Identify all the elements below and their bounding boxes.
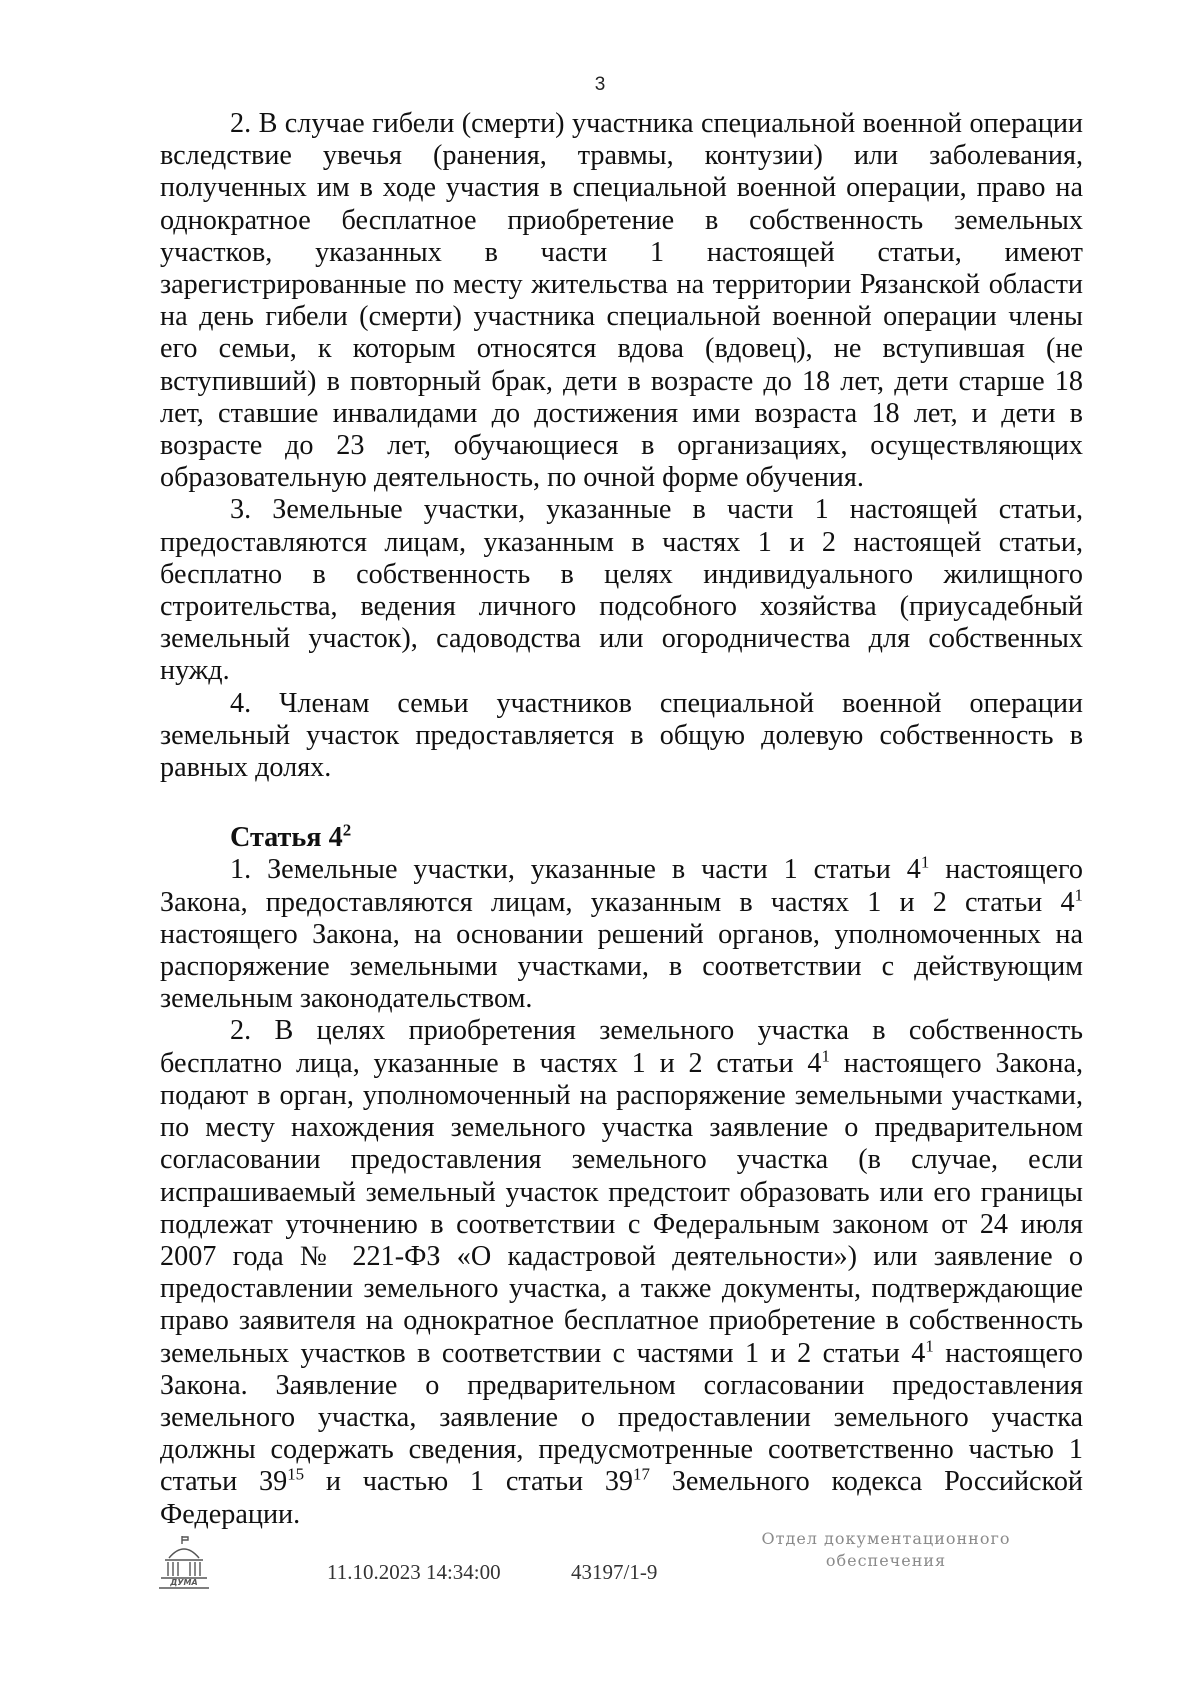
paragraph-1: 2. В случае гибели (смерти) участника специальной военной операции вследствие увечья (ранения, травмы, контузии) или заболевания, полученных им в ходе участия в специальной военной операции, право на однократное бесплатное приобретение в собственность земельных участков, указанных в части 1 настоящей статьи, имеют зарегистрированные по месту жительства на территории Рязанской области на день гибели (смерти) участника специальной военной операции члены его семьи, к которым относятся вдова (вдовец), не вступившая (не вступивший) в повторный брак, дети в возрасте до 18 лет, дети старше 18 лет, ставшие инвалидами до достижения ими возраста 18 лет, и дети в возрасте до 23 лет, обучающиеся в организациях, осуществляющих образовательную деятельность, по очной форме обучения.: [160, 108, 1083, 494]
paragraph-3: 4. Членам семьи участников специальной военной операции земельный участок предоставляется в общую долевую собственность в равных долях.: [160, 687, 1083, 784]
footer-date: 11.10.2023 14:34:00: [327, 1560, 501, 1584]
paragraph-5: 1. Земельные участки, указанные в части 1 статьи $4^1$ настоящего Закона, предоставляются лицам, указанным в частях 1 и 2 статьи $4^1$ настоящего Закона, на основании решений органов, уполномоченных на распоряжение земельными участками, в соответствии с действующим земельным законодательством.: [160, 853, 1083, 1015]
article-heading: Статья $4^2$: [230, 820, 352, 854]
logo-text: ДУМА: [170, 1578, 198, 1587]
stamp-line-1: Отдел документационного: [761, 1529, 1011, 1548]
stamp-line-2: обеспечения: [825, 1551, 947, 1570]
paragraph-6: 2. В целях приобретения земельного участка в собственность бесплатно лица, указанные в частях 1 и 2 статьи $4^1$ настоящего Закона, подают в орган, уполномоченный на распоряжение земельными участками, по месту нахождения земельного участка заявление о предварительном согласовании предоставления земельного участка (в случае, если испрашиваемый земельный участок предстоит образовать или его границы подлежат уточнению в соответствии с Федеральным законом от 24 июля 2007 года № 221-ФЗ «О кадастровой деятельности») или заявление о предоставлении земельного участка, а также документы, подтверждающие право заявителя на однократное бесплатное приобретение в собственность земельных участков в соответствии с частями 1 и 2 статьи $4^1$ настоящего Закона. Заявление о предварительном согласовании предоставления земельного участка, заявление о предоставлении земельного участка должны содержать сведения, предусмотренные соответственно частью 1 статьи $39^{15}$ и частью 1 статьи $39^{17}$ Земельного кодекса Российской Федерации.: [160, 1015, 1083, 1530]
footer-doc-number: 43197/1-9: [571, 1560, 658, 1584]
page-number: 3: [594, 74, 606, 95]
page-footer: [0, 1528, 1200, 1608]
paragraph-2: 3. Земельные участки, указанные в части 1 настоящей статьи, предоставляются лицам, указанным в частях 1 и 2 настоящей статьи, бесплатно в собственность в целях индивидуального жилищного строительства, ведения личного подсобного хозяйства (приусадебный земельный участок), садоводства или огородничества для собственных нужд.: [160, 494, 1083, 687]
duma-logo-icon: [155, 1534, 213, 1592]
document-body: [160, 108, 1083, 1531]
department-stamp: [736, 1528, 1036, 1572]
